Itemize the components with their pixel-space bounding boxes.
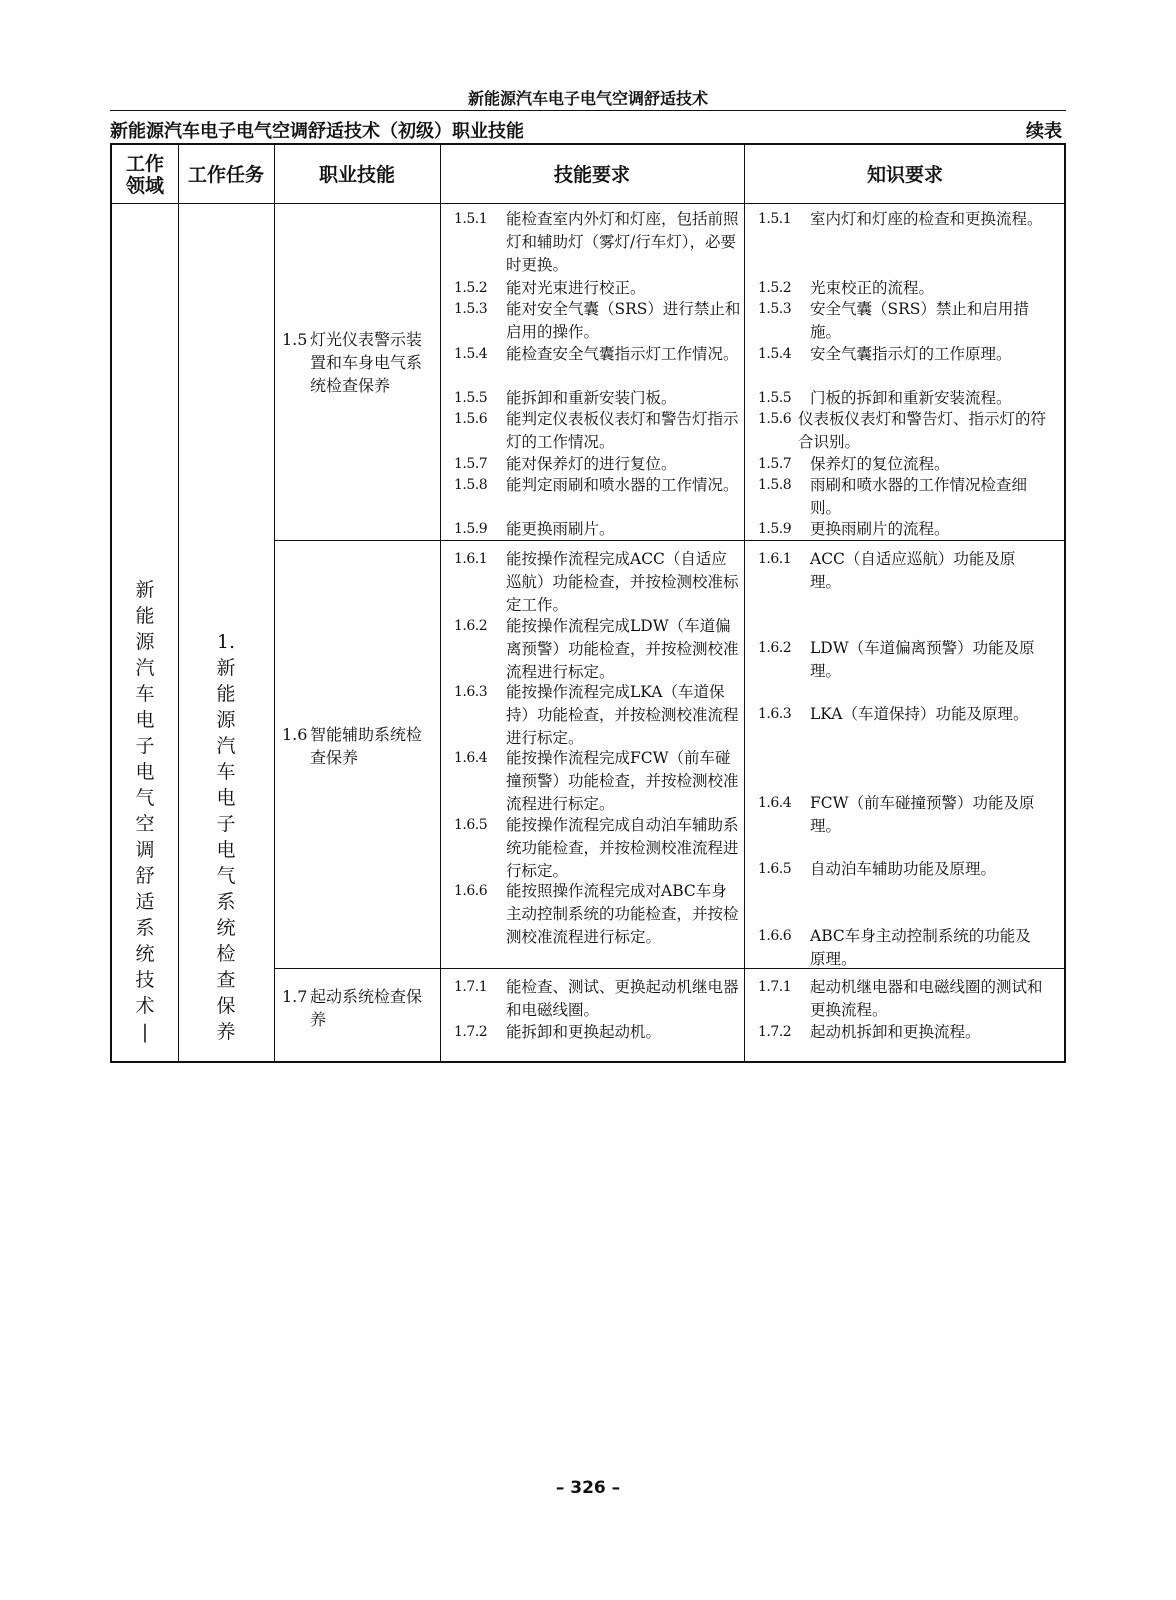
item-text: 光束校正的流程。 bbox=[810, 279, 935, 297]
domain-char: | bbox=[141, 1021, 149, 1043]
item-text: 能检查、测试、更换起动机继电器和电磁线圈。 bbox=[506, 978, 739, 1019]
domain-char: 适 bbox=[135, 891, 155, 913]
domain-char: 系 bbox=[135, 917, 155, 939]
domain-char: 气 bbox=[135, 787, 155, 809]
col-divider bbox=[440, 145, 441, 1061]
running-head: 新能源汽车电子电气空调舒适技术 bbox=[467, 89, 708, 108]
item-number: 1.5.7 bbox=[758, 456, 792, 472]
task-char: 养 bbox=[216, 1021, 236, 1043]
item-number: 1.6.5 bbox=[758, 861, 792, 877]
item-number: 1.6.4 bbox=[454, 750, 488, 766]
item-text: 仪表板仪表灯和警告灯、指示灯的符合识别。 bbox=[798, 410, 1047, 451]
task-char: 1. bbox=[216, 631, 236, 653]
header-skill: 职业技能 bbox=[318, 164, 395, 186]
item-number: 1.6.1 bbox=[758, 551, 792, 567]
task-char: 车 bbox=[216, 761, 236, 783]
skill-number: 1.5 bbox=[282, 330, 308, 349]
item-text: 自动泊车辅助功能及原理。 bbox=[810, 860, 997, 878]
header-domain: 工作 领域 bbox=[125, 153, 164, 197]
task-char: 能 bbox=[216, 683, 236, 705]
item-text: 能对保养灯的进行复位。 bbox=[506, 455, 677, 473]
col-divider bbox=[274, 145, 275, 1061]
task-char: 统 bbox=[216, 917, 236, 939]
task-char: 查 bbox=[216, 969, 236, 991]
col-divider bbox=[744, 145, 745, 1061]
item-number: 1.5.4 bbox=[758, 346, 792, 362]
item-text: 能拆卸和重新安装门板。 bbox=[506, 389, 677, 407]
item-number: 1.6.2 bbox=[758, 640, 792, 656]
skill-name: 智能辅助系统检查保养 bbox=[310, 725, 423, 767]
item-text: FCW（前车碰撞预警）功能及原理。 bbox=[810, 794, 1035, 835]
skill-name: 起动系统检查保养 bbox=[310, 987, 423, 1029]
skills-table bbox=[110, 143, 1066, 1063]
header-rule bbox=[110, 110, 1066, 111]
item-number: 1.5.3 bbox=[454, 301, 488, 317]
item-number: 1.7.1 bbox=[758, 979, 792, 995]
item-text: 能检查安全气囊指示灯工作情况。 bbox=[506, 345, 739, 363]
domain-char: 源 bbox=[135, 631, 155, 653]
skill-cell bbox=[282, 723, 434, 773]
item-text: 起动机拆卸和更换流程。 bbox=[810, 1023, 981, 1041]
skill-number: 1.7 bbox=[282, 987, 308, 1006]
item-number: 1.6.4 bbox=[758, 795, 792, 811]
item-text: 雨刷和喷水器的工作情况检查细则。 bbox=[810, 476, 1028, 517]
item-number: 1.6.3 bbox=[758, 706, 792, 722]
item-number: 1.5.2 bbox=[454, 280, 488, 296]
item-number: 1.7.2 bbox=[758, 1024, 792, 1040]
task-char: 子 bbox=[216, 813, 236, 835]
item-number: 1.5.5 bbox=[454, 390, 488, 406]
page-number: – 326 – bbox=[555, 1478, 621, 1498]
work-task bbox=[178, 629, 274, 1045]
domain-char: 术 bbox=[135, 995, 155, 1017]
item-number: 1.6.6 bbox=[758, 928, 792, 944]
task-char: 系 bbox=[216, 891, 236, 913]
item-number: 1.5.5 bbox=[758, 390, 792, 406]
item-text: 能更换雨刷片。 bbox=[506, 520, 615, 538]
item-number: 1.5.6 bbox=[758, 411, 792, 427]
continued-label: 续表 bbox=[1026, 121, 1062, 142]
item-number: 1.6.6 bbox=[454, 883, 488, 899]
item-number: 1.7.1 bbox=[454, 979, 488, 995]
item-text: 能检查室内外灯和灯座，包括前照灯和辅助灯（雾灯/行车灯），必要时更换。 bbox=[506, 210, 739, 274]
item-text: 门板的拆卸和重新安装流程。 bbox=[810, 389, 1012, 407]
item-text: 能拆卸和更换起动机。 bbox=[506, 1023, 662, 1041]
task-char: 新 bbox=[216, 657, 236, 679]
item-number: 1.5.6 bbox=[454, 411, 488, 427]
item-text: LDW（车道偏离预警）功能及原理。 bbox=[810, 639, 1035, 680]
skill-number: 1.6 bbox=[282, 725, 308, 744]
item-text: 更换雨刷片的流程。 bbox=[810, 520, 950, 538]
item-text: 能对光束进行校正。 bbox=[506, 279, 646, 297]
header-skill-requirements: 技能要求 bbox=[553, 164, 630, 186]
item-text: 能按操作流程完成ACC（自适应巡航）功能检查，并按检测校准标定工作。 bbox=[506, 550, 739, 614]
task-char: 气 bbox=[216, 865, 236, 887]
item-number: 1.5.7 bbox=[454, 456, 488, 472]
item-text: 能判定雨刷和喷水器的工作情况。 bbox=[506, 476, 739, 494]
header-knowledge-requirements: 知识要求 bbox=[866, 164, 943, 186]
item-number: 1.6.2 bbox=[454, 618, 488, 634]
domain-char: 电 bbox=[135, 761, 155, 783]
item-text: ACC（自适应巡航）功能及原理。 bbox=[810, 550, 1016, 591]
item-number: 1.5.1 bbox=[758, 211, 792, 227]
item-number: 1.5.8 bbox=[758, 477, 792, 493]
task-char: 电 bbox=[216, 787, 236, 809]
table-title: 新能源汽车电子电气空调舒适技术（初级）职业技能 bbox=[110, 121, 524, 142]
domain-char: 空 bbox=[135, 813, 155, 835]
item-text: 保养灯的复位流程。 bbox=[810, 455, 950, 473]
table-title-row bbox=[110, 117, 1066, 143]
item-number: 1.5.3 bbox=[758, 301, 792, 317]
item-text: 能按操作流程完成LDW（车道偏离预警）功能检查，并按检测校准流程进行标定。 bbox=[506, 617, 739, 681]
item-text: 能对安全气囊（SRS）进行禁止和启用的操作。 bbox=[506, 300, 741, 341]
item-number: 1.5.2 bbox=[758, 280, 792, 296]
task-char: 源 bbox=[216, 709, 236, 731]
skill-cell bbox=[282, 328, 434, 428]
domain-char: 汽 bbox=[135, 657, 155, 679]
task-char: 汽 bbox=[216, 735, 236, 757]
task-char: 保 bbox=[216, 995, 236, 1017]
item-number: 1.5.8 bbox=[454, 477, 488, 493]
domain-char: 舒 bbox=[135, 865, 155, 887]
domain-char: 车 bbox=[135, 683, 155, 705]
item-text: ABC车身主动控制系统的功能及原理。 bbox=[810, 927, 1031, 968]
domain-char: 统 bbox=[135, 943, 155, 965]
item-number: 1.5.9 bbox=[454, 521, 488, 537]
item-text: 能判定仪表板仪表灯和警告灯指示灯的工作情况。 bbox=[506, 410, 739, 451]
domain-char: 调 bbox=[135, 839, 155, 861]
work-domain bbox=[112, 577, 178, 1045]
task-char: 电 bbox=[216, 839, 236, 861]
domain-char: 子 bbox=[135, 735, 155, 757]
item-text: LKA（车道保持）功能及原理。 bbox=[810, 705, 1029, 723]
item-text: 能按操作流程完成FCW（前车碰撞预警）功能检查，并按检测校准流程进行标定。 bbox=[506, 749, 739, 813]
item-number: 1.5.4 bbox=[454, 346, 488, 362]
domain-char: 能 bbox=[135, 605, 155, 627]
item-text: 安全气囊（SRS）禁止和启用措施。 bbox=[810, 300, 1029, 341]
domain-char: 新 bbox=[135, 579, 155, 601]
item-number: 1.7.2 bbox=[454, 1024, 488, 1040]
item-number: 1.6.5 bbox=[454, 817, 488, 833]
item-text: 能按操作流程完成自动泊车辅助系统功能检查，并按检测校准流程进行标定。 bbox=[506, 816, 739, 880]
domain-char: 技 bbox=[135, 969, 155, 991]
header-task: 工作任务 bbox=[187, 164, 264, 186]
item-text: 安全气囊指示灯的工作原理。 bbox=[810, 345, 1012, 363]
skill-name: 灯光仪表警示装置和车身电气系统检查保养 bbox=[310, 330, 423, 395]
item-number: 1.6.1 bbox=[454, 551, 488, 567]
skill-cell bbox=[282, 985, 434, 1035]
item-text: 能按照操作流程完成对ABC车身主动控制系统的功能检查，并按检测校准流程进行标定。 bbox=[506, 882, 739, 946]
item-number: 1.5.1 bbox=[454, 211, 488, 227]
item-number: 1.6.3 bbox=[454, 684, 488, 700]
item-number: 1.5.9 bbox=[758, 521, 792, 537]
item-text: 起动机继电器和电磁线圈的测试和更换流程。 bbox=[810, 978, 1043, 1019]
domain-char: 电 bbox=[135, 709, 155, 731]
item-text: 室内灯和灯座的检查和更换流程。 bbox=[810, 210, 1043, 228]
item-text: 能按操作流程完成LKA（车道保持）功能检查，并按检测校准流程进行标定。 bbox=[506, 683, 739, 747]
task-char: 检 bbox=[216, 943, 236, 965]
